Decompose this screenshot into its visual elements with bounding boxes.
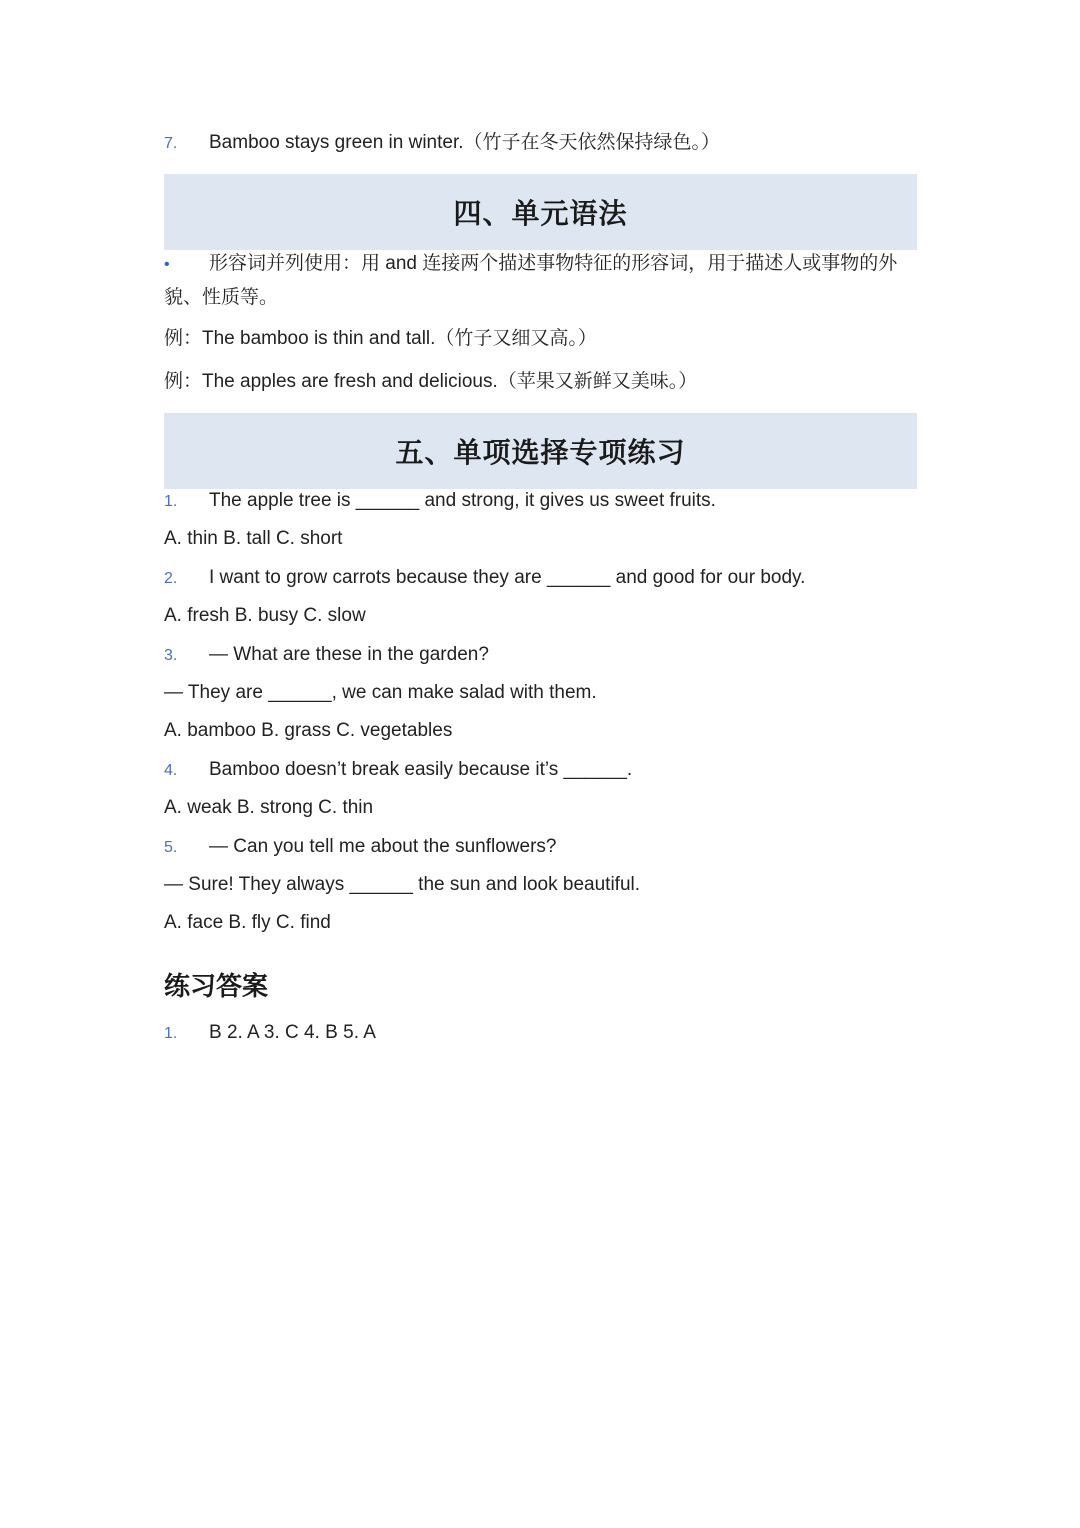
section-heading-choice <box>164 413 917 489</box>
question-number: 1. <box>164 493 178 510</box>
question-text: I want to grow carrots because they are ______ and good for our body. <box>209 567 806 588</box>
question-options <box>164 604 366 628</box>
grammar-rule <box>164 247 917 314</box>
question-stem-continued <box>164 681 597 705</box>
item-number: 7. <box>164 135 178 152</box>
question-text: — What are these in the garden? <box>209 644 489 665</box>
question-options <box>164 911 331 935</box>
section-title: 五、单项选择专项练习 <box>395 436 686 469</box>
question-options <box>164 527 342 551</box>
answers-text: B 2. A 3. C 4. B 5. A <box>209 1022 376 1043</box>
question-stem-continued <box>164 873 640 897</box>
options-text: A. fresh B. busy C. slow <box>164 605 366 626</box>
answer-number: 1. <box>164 1025 178 1042</box>
answers-heading: 练习答案 <box>164 972 269 1002</box>
section-title: 四、单元语法 <box>453 197 628 230</box>
question-stem <box>164 758 632 783</box>
question-number: 3. <box>164 647 178 664</box>
options-text: A. thin B. tall C. short <box>164 528 343 549</box>
question-text: Bamboo doesn’t break easily because it’s ______. <box>209 759 633 780</box>
vocab-item <box>164 131 720 156</box>
grammar-rule-text: 形容词并列使用：用 and 连接两个描述事物特征的形容词，用于描述人或事物的外貌、性质等。 <box>164 253 898 308</box>
question-text: — Can you tell me about the sunflowers? <box>209 836 557 857</box>
question-number: 4. <box>164 762 178 779</box>
answers-line <box>164 1021 376 1046</box>
bullet-icon: • <box>164 256 170 273</box>
question-stem <box>164 566 805 591</box>
question-stem <box>164 835 556 860</box>
grammar-example <box>164 327 597 351</box>
options-text: A. bamboo B. grass C. vegetables <box>164 720 453 741</box>
question-stem <box>164 489 716 514</box>
example-text: 例：The apples are fresh and delicious.（苹果又新鲜又美味。） <box>164 371 698 392</box>
question-options <box>164 719 452 743</box>
question-number: 2. <box>164 570 178 587</box>
example-text: 例：The bamboo is thin and tall.（竹子又细又高。） <box>164 328 597 349</box>
section-heading-grammar <box>164 174 917 250</box>
question-number: 5. <box>164 839 178 856</box>
question-stem <box>164 643 489 668</box>
item-text: Bamboo stays green in winter.（竹子在冬天依然保持绿色。） <box>209 132 721 153</box>
options-text: A. weak B. strong C. thin <box>164 797 374 818</box>
question-text: The apple tree is ______ and strong, it gives us sweet fruits. <box>209 490 716 511</box>
grammar-example <box>164 370 697 394</box>
question-text: — They are ______, we can make salad with them. <box>164 682 597 703</box>
question-options <box>164 796 373 820</box>
options-text: A. face B. fly C. find <box>164 912 331 933</box>
question-text: — Sure! They always ______ the sun and look beautiful. <box>164 874 641 895</box>
